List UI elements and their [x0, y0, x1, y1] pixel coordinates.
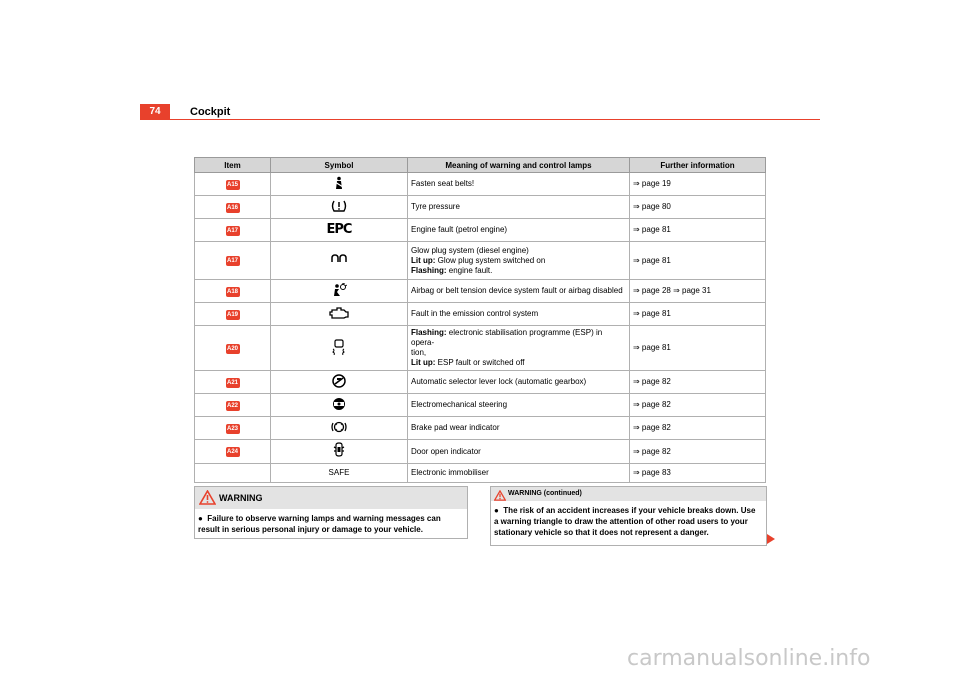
warning-text: Failure to observe warning lamps and warning messages can result in serious personal injury or damage to your vehicle. — [198, 514, 441, 534]
item-badge: A17 — [226, 227, 238, 234]
column-header-symbol: Symbol — [271, 158, 408, 173]
seat-belt-icon — [332, 176, 346, 190]
meaning-cell: Electronic immobiliser — [408, 464, 630, 483]
table-row — [195, 303, 766, 326]
column-header-info: Further information — [630, 158, 766, 173]
item-badge: A15 — [226, 181, 238, 188]
page-number: 74 — [140, 104, 170, 120]
meaning-cell: Brake pad wear indicator — [408, 417, 630, 440]
table-row — [195, 173, 766, 196]
info-link[interactable]: ⇒ page 81 — [630, 219, 766, 242]
item-badge: A19 — [226, 311, 238, 318]
meaning-cell: Fault in the emission control system — [408, 303, 630, 326]
info-link[interactable]: ⇒ page 28 ⇒ page 31 — [630, 280, 766, 303]
meaning-cell: Airbag or belt tension device system fault or airbag disabled — [408, 280, 630, 303]
meaning-cell: Engine fault (petrol engine) — [408, 219, 630, 242]
warning-box — [194, 486, 468, 539]
tyre-pressure-icon — [330, 199, 348, 213]
meaning-cell: Door open indicator — [408, 440, 630, 464]
table-row — [195, 371, 766, 394]
meaning-cell: Fasten seat belts! — [408, 173, 630, 196]
warning-triangle-icon — [199, 490, 216, 510]
info-link[interactable]: ⇒ page 81 — [630, 303, 766, 326]
esp-icon — [332, 339, 346, 353]
bullet-icon: ● — [198, 514, 203, 523]
info-link[interactable]: ⇒ page 19 — [630, 173, 766, 196]
info-link[interactable]: ⇒ page 81 — [630, 326, 766, 371]
item-badge: A20 — [226, 345, 238, 352]
glow-plug-icon — [330, 253, 348, 267]
table-row — [195, 394, 766, 417]
info-link[interactable]: ⇒ page 82 — [630, 371, 766, 394]
meaning-line: electronic stabilisation programme (ESP) in opera- — [411, 328, 603, 347]
engine-emission-icon — [329, 307, 349, 321]
selector-lever-lock-icon — [331, 374, 347, 388]
warning-triangle-icon — [494, 488, 506, 506]
meaning-line: ESP fault or switched off — [435, 358, 525, 367]
meaning-line: Glow plug system switched on — [435, 255, 546, 265]
info-link[interactable]: ⇒ page 83 — [630, 464, 766, 483]
column-header-meaning: Meaning of warning and control lamps — [408, 158, 630, 173]
brake-pad-icon — [331, 420, 347, 434]
item-badge: A22 — [226, 402, 238, 409]
watermark: carmanualsonline.info — [627, 646, 871, 671]
section-title: Cockpit — [190, 106, 231, 118]
status-label: Lit up: — [411, 358, 436, 367]
meaning-cell: Tyre pressure — [408, 196, 630, 219]
safe-symbol-text: SAFE — [328, 468, 350, 477]
item-badge: A24 — [226, 449, 238, 455]
steering-wheel-icon — [331, 397, 347, 411]
item-badge: A16 — [226, 204, 238, 211]
meaning-line: engine fault. — [446, 265, 493, 275]
table-row — [195, 242, 766, 280]
warning-continued-text: The risk of an accident increases if your vehicle breaks down. Use a warning triangle to draw the attention of other road users to your stationary vehicle so that it does not represent a danger. — [494, 506, 756, 537]
table-row — [195, 464, 766, 483]
warning-title: WARNING — [219, 493, 263, 503]
item-cell-empty — [195, 464, 271, 483]
info-link[interactable]: ⇒ page 81 — [630, 242, 766, 280]
table-header-row — [195, 158, 766, 173]
item-badge: A18 — [226, 288, 238, 295]
item-badge: A21 — [226, 379, 238, 386]
meaning-line: Glow plug system (diesel engine) — [411, 245, 529, 255]
item-badge: A23 — [226, 425, 238, 432]
status-label: Flashing: — [411, 265, 447, 275]
meaning-cell — [408, 326, 630, 371]
info-link[interactable]: ⇒ page 82 — [630, 440, 766, 464]
info-link[interactable]: ⇒ page 82 — [630, 394, 766, 417]
table-row — [195, 440, 766, 464]
info-link[interactable]: ⇒ page 82 — [630, 417, 766, 440]
column-header-item: Item — [195, 158, 271, 173]
meaning-line: tion, — [411, 348, 427, 357]
table-row — [195, 219, 766, 242]
table-row — [195, 280, 766, 303]
status-label: Flashing: — [411, 328, 447, 337]
warning-header — [195, 487, 467, 509]
table-row — [195, 196, 766, 219]
meaning-cell — [408, 242, 630, 280]
meaning-cell: Electromechanical steering — [408, 394, 630, 417]
warning-continued-box — [490, 486, 767, 546]
status-label: Lit up: — [411, 255, 436, 265]
header-rule — [140, 119, 820, 120]
table-row — [195, 326, 766, 371]
door-open-icon — [332, 442, 346, 456]
info-link[interactable]: ⇒ page 80 — [630, 196, 766, 219]
epc-icon: EPC — [326, 222, 352, 237]
bullet-icon: ● — [494, 506, 499, 515]
warning-lamps-table — [194, 157, 766, 483]
warning-continued-title: WARNING (continued) — [508, 490, 582, 497]
airbag-icon — [331, 283, 347, 297]
meaning-cell: Automatic selector lever lock (automatic gearbox) — [408, 371, 630, 394]
warning-continued-header — [491, 487, 766, 501]
table-row — [195, 417, 766, 440]
item-badge: A17 — [226, 258, 238, 264]
continue-arrow-icon — [767, 534, 775, 544]
